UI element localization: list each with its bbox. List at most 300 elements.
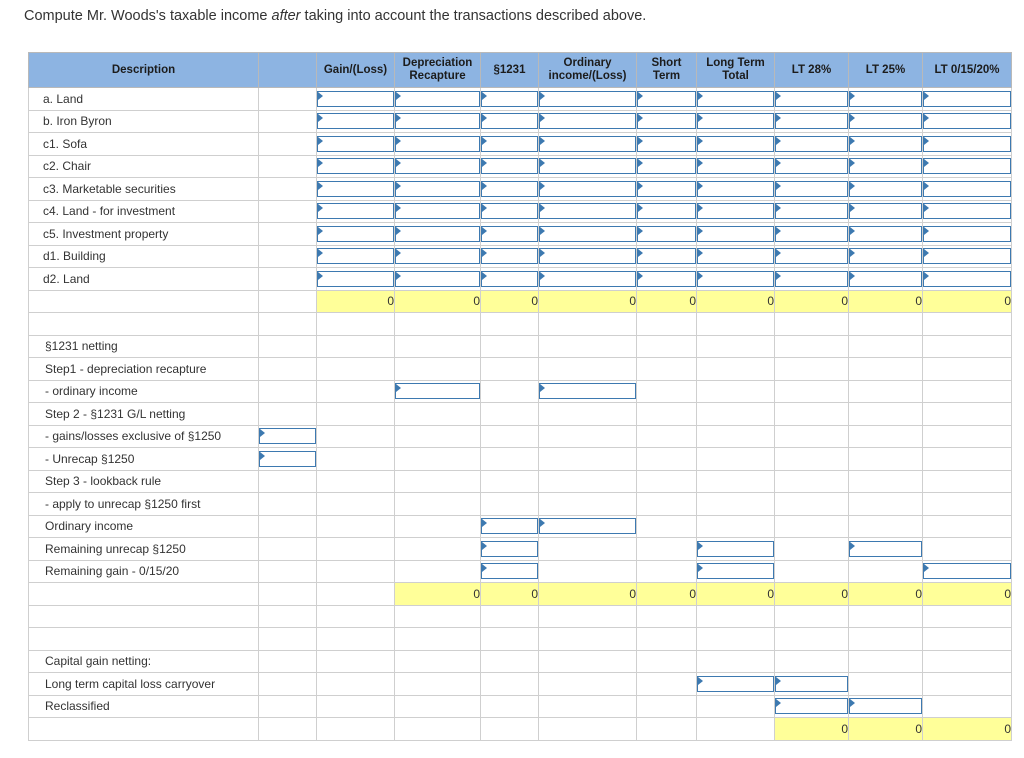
input-cell-lt25	[849, 200, 923, 223]
spacer-row	[29, 313, 1012, 336]
empty-cell-lt28	[775, 538, 849, 561]
value-input-gain-loss[interactable]	[317, 181, 394, 197]
input-cell-depreciation-recapture	[395, 200, 481, 223]
total-long-term-total: 0	[697, 583, 775, 606]
value-input-depreciation-recapture[interactable]	[395, 136, 480, 152]
step2-row	[29, 403, 1012, 426]
empty-cell-lt25	[849, 403, 923, 426]
input-cell-long-term-total	[697, 88, 775, 111]
totals-row-2	[29, 583, 1012, 606]
input-cell-depreciation-recapture	[395, 88, 481, 111]
empty-cell-lt25	[849, 380, 923, 403]
empty-cell-lt25	[849, 448, 923, 471]
value-input-ordinary-income[interactable]	[539, 158, 636, 174]
empty-cell-blank	[259, 380, 317, 403]
empty-cell-ordinary-income	[539, 358, 637, 381]
header-long-term-total: Long Term Total	[697, 53, 775, 88]
value-input-sec1231[interactable]	[481, 248, 538, 264]
totals-row-1	[29, 290, 1012, 313]
total-lt28: 0	[775, 718, 849, 741]
total-lt28: 0	[775, 583, 849, 606]
empty-cell-ordinary-income	[539, 448, 637, 471]
header-lt28: LT 28%	[775, 53, 849, 88]
value-input-lt28[interactable]	[775, 113, 848, 129]
input-cell-ordinary-income	[539, 245, 637, 268]
empty-cell-blank	[259, 493, 317, 516]
value-input-sec1231[interactable]	[481, 136, 538, 152]
value-input-lt28[interactable]	[775, 158, 848, 174]
total-long-term-total: 0	[697, 290, 775, 313]
value-input-sec1231[interactable]	[481, 181, 538, 197]
value-input-lt25[interactable]	[849, 248, 922, 264]
input-cell-lt28	[775, 155, 849, 178]
value-input-sec1231[interactable]	[481, 226, 538, 242]
empty-cell-lt28	[775, 448, 849, 471]
empty-cell-depreciation-recapture	[395, 605, 481, 628]
input-cell-short-term	[637, 223, 697, 246]
row-label: c2. Chair	[29, 155, 259, 178]
input-cell-lt28	[775, 245, 849, 268]
input-cell-ordinary-income	[539, 88, 637, 111]
empty-cell-long-term-total	[697, 335, 775, 358]
value-input-lt25[interactable]	[849, 698, 922, 714]
empty-cell-blank	[259, 200, 317, 223]
empty-cell-short-term	[637, 358, 697, 381]
input-cell-lt28	[775, 88, 849, 111]
transaction-row	[29, 110, 1012, 133]
header-blank	[259, 53, 317, 88]
input-cell-long-term-total	[697, 110, 775, 133]
ordinary-income-line-row	[29, 380, 1012, 403]
empty-cell-ordinary-income	[539, 470, 637, 493]
remaining-unrecap-row	[29, 538, 1012, 561]
row-label: Step 3 - lookback rule	[29, 470, 259, 493]
empty-cell-long-term-total	[697, 515, 775, 538]
row-label: Remaining unrecap §1250	[29, 538, 259, 561]
empty-cell-gain-loss	[317, 380, 395, 403]
value-input-ordinary-income[interactable]	[539, 383, 636, 399]
input-cell-lt28	[775, 200, 849, 223]
spacer-row	[29, 605, 1012, 628]
empty-cell-ordinary-income	[539, 313, 637, 336]
value-input-gain-loss[interactable]	[317, 113, 394, 129]
gains-losses-excl-row	[29, 425, 1012, 448]
value-input-gain-loss[interactable]	[317, 226, 394, 242]
total-ordinary-income: 0	[539, 583, 637, 606]
row-label: Long term capital loss carryover	[29, 673, 259, 696]
value-input-long-term-total[interactable]	[697, 181, 774, 197]
empty-cell-blank	[259, 605, 317, 628]
total-lt0-15-20: 0	[923, 290, 1012, 313]
input-cell-ordinary-income	[539, 155, 637, 178]
input-cell-lt28	[775, 110, 849, 133]
input-cell-long-term-total	[697, 560, 775, 583]
row-label	[29, 313, 259, 336]
input-cell-lt28	[775, 133, 849, 156]
input-cell-long-term-total	[697, 200, 775, 223]
input-cell-long-term-total	[697, 223, 775, 246]
input-cell-long-term-total	[697, 178, 775, 201]
value-input-depreciation-recapture[interactable]	[395, 91, 480, 107]
value-input-short-term[interactable]	[637, 91, 696, 107]
value-input-long-term-total[interactable]	[697, 91, 774, 107]
row-label: d1. Building	[29, 245, 259, 268]
value-input-sec1231[interactable]	[481, 113, 538, 129]
total-depreciation-recapture: 0	[395, 583, 481, 606]
value-input-short-term[interactable]	[637, 203, 696, 219]
row-label	[29, 605, 259, 628]
input-cell-blank	[259, 425, 317, 448]
value-input-short-term[interactable]	[637, 113, 696, 129]
capital-gain-netting-row	[29, 650, 1012, 673]
total-short-term: 0	[637, 290, 697, 313]
row-label: c1. Sofa	[29, 133, 259, 156]
empty-cell-lt0-15-20	[923, 650, 1012, 673]
empty-cell-blank	[259, 245, 317, 268]
empty-cell-sec1231	[481, 403, 539, 426]
value-input-ordinary-income[interactable]	[539, 518, 636, 534]
value-input-ordinary-income[interactable]	[539, 136, 636, 152]
value-input-depreciation-recapture[interactable]	[395, 158, 480, 174]
empty-cell-blank	[259, 515, 317, 538]
total-ordinary-income: 0	[539, 290, 637, 313]
question-emphasis: after	[271, 8, 301, 24]
empty-cell-lt28	[775, 313, 849, 336]
input-cell-lt0-15-20	[923, 223, 1012, 246]
worksheet-grid	[28, 52, 1012, 741]
value-input-ordinary-income[interactable]	[539, 113, 636, 129]
row-label: c4. Land - for investment	[29, 200, 259, 223]
value-input-lt28[interactable]	[775, 203, 848, 219]
value-input-lt25[interactable]	[849, 158, 922, 174]
empty-cell-lt25	[849, 628, 923, 651]
empty-cell-sec1231	[481, 335, 539, 358]
empty-cell-gain-loss	[317, 448, 395, 471]
value-input-sec1231[interactable]	[481, 271, 538, 287]
value-input-sec1231[interactable]	[481, 158, 538, 174]
value-input-long-term-total[interactable]	[697, 541, 774, 557]
value-input-ordinary-income[interactable]	[539, 203, 636, 219]
value-input-lt0-15-20[interactable]	[923, 248, 1011, 264]
value-input-gain-loss[interactable]	[317, 271, 394, 287]
empty-cell-blank	[259, 673, 317, 696]
empty-cell-blank	[259, 313, 317, 336]
input-cell-sec1231	[481, 538, 539, 561]
header-description: Description	[29, 53, 259, 88]
value-input-lt25[interactable]	[849, 113, 922, 129]
value-input-sec1231[interactable]	[481, 541, 538, 557]
header-lt25: LT 25%	[849, 53, 923, 88]
input-cell-depreciation-recapture	[395, 245, 481, 268]
empty-cell-short-term	[637, 673, 697, 696]
question-text-after: taking into account the transactions described above.	[300, 8, 647, 24]
value-input-ordinary-income[interactable]	[539, 91, 636, 107]
empty-cell-long-term-total	[697, 605, 775, 628]
empty-cell-depreciation-recapture	[395, 538, 481, 561]
value-input-lt0-15-20[interactable]	[923, 91, 1011, 107]
empty-cell-lt25	[849, 673, 923, 696]
input-cell-gain-loss	[317, 88, 395, 111]
input-cell-depreciation-recapture	[395, 380, 481, 403]
input-cell-ordinary-income	[539, 223, 637, 246]
empty-cell-gain-loss	[317, 425, 395, 448]
row-label: b. Iron Byron	[29, 110, 259, 133]
header-sec1231: §1231	[481, 53, 539, 88]
header-short-term: Short Term	[637, 53, 697, 88]
value-input-lt25[interactable]	[849, 271, 922, 287]
empty-cell-lt0-15-20	[923, 403, 1012, 426]
empty-cell-long-term-total	[697, 470, 775, 493]
empty-cell-lt0-15-20	[923, 538, 1012, 561]
empty-cell-ordinary-income	[539, 650, 637, 673]
value-input-depreciation-recapture[interactable]	[395, 203, 480, 219]
empty-cell-ordinary-income	[539, 403, 637, 426]
empty-cell-sec1231	[481, 313, 539, 336]
value-input-lt0-15-20[interactable]	[923, 271, 1011, 287]
value-input-long-term-total[interactable]	[697, 563, 774, 579]
empty-cell-lt28	[775, 470, 849, 493]
value-input-blank[interactable]	[259, 451, 316, 467]
apply-unrecap-row	[29, 493, 1012, 516]
value-input-ordinary-income[interactable]	[539, 181, 636, 197]
value-input-long-term-total[interactable]	[697, 248, 774, 264]
empty-cell-blank	[259, 718, 317, 741]
row-label: Remaining gain - 0/15/20	[29, 560, 259, 583]
empty-cell-short-term	[637, 718, 697, 741]
empty-cell-depreciation-recapture	[395, 335, 481, 358]
value-input-sec1231[interactable]	[481, 203, 538, 219]
value-input-lt0-15-20[interactable]	[923, 226, 1011, 242]
input-cell-long-term-total	[697, 538, 775, 561]
empty-cell-lt28	[775, 358, 849, 381]
empty-cell-gain-loss	[317, 560, 395, 583]
value-input-lt0-15-20[interactable]	[923, 181, 1011, 197]
value-input-lt25[interactable]	[849, 181, 922, 197]
input-cell-depreciation-recapture	[395, 110, 481, 133]
empty-cell-gain-loss	[317, 718, 395, 741]
value-input-lt0-15-20[interactable]	[923, 203, 1011, 219]
empty-cell-blank	[259, 88, 317, 111]
empty-cell-ordinary-income	[539, 493, 637, 516]
value-input-short-term[interactable]	[637, 271, 696, 287]
value-input-depreciation-recapture[interactable]	[395, 181, 480, 197]
empty-cell-long-term-total	[697, 358, 775, 381]
unrecap-row	[29, 448, 1012, 471]
empty-cell-lt28	[775, 403, 849, 426]
empty-cell-long-term-total	[697, 650, 775, 673]
input-cell-sec1231	[481, 268, 539, 291]
input-cell-sec1231	[481, 133, 539, 156]
value-input-lt25[interactable]	[849, 226, 922, 242]
value-input-blank[interactable]	[259, 428, 316, 444]
empty-cell-depreciation-recapture	[395, 560, 481, 583]
empty-cell-blank	[259, 223, 317, 246]
empty-cell-short-term	[637, 515, 697, 538]
empty-cell-lt28	[775, 560, 849, 583]
header-lt0-15-20: LT 0/15/20%	[923, 53, 1012, 88]
empty-cell-lt0-15-20	[923, 605, 1012, 628]
input-cell-lt25	[849, 155, 923, 178]
empty-cell-gain-loss	[317, 403, 395, 426]
value-input-lt28[interactable]	[775, 698, 848, 714]
value-input-long-term-total[interactable]	[697, 271, 774, 287]
input-cell-ordinary-income	[539, 110, 637, 133]
empty-cell-sec1231	[481, 650, 539, 673]
value-input-lt0-15-20[interactable]	[923, 136, 1011, 152]
empty-cell-lt25	[849, 470, 923, 493]
header-ordinary-income: Ordinary income/(Loss)	[539, 53, 637, 88]
input-cell-short-term	[637, 133, 697, 156]
value-input-long-term-total[interactable]	[697, 676, 774, 692]
input-cell-ordinary-income	[539, 178, 637, 201]
header-gain-loss: Gain/(Loss)	[317, 53, 395, 88]
value-input-short-term[interactable]	[637, 248, 696, 264]
value-input-lt0-15-20[interactable]	[923, 113, 1011, 129]
sec1231-netting-row	[29, 335, 1012, 358]
value-input-lt25[interactable]	[849, 541, 922, 557]
empty-cell-long-term-total	[697, 448, 775, 471]
step1-row	[29, 358, 1012, 381]
input-cell-short-term	[637, 268, 697, 291]
value-input-lt28[interactable]	[775, 248, 848, 264]
value-input-lt28[interactable]	[775, 181, 848, 197]
input-cell-ordinary-income	[539, 268, 637, 291]
empty-cell-blank	[259, 403, 317, 426]
empty-cell-sec1231	[481, 493, 539, 516]
value-input-short-term[interactable]	[637, 181, 696, 197]
value-input-lt25[interactable]	[849, 136, 922, 152]
empty-cell-ordinary-income	[539, 628, 637, 651]
total-depreciation-recapture: 0	[395, 290, 481, 313]
empty-cell-short-term	[637, 560, 697, 583]
empty-cell-gain-loss	[317, 538, 395, 561]
input-cell-long-term-total	[697, 155, 775, 178]
empty-cell-depreciation-recapture	[395, 673, 481, 696]
input-cell-ordinary-income	[539, 380, 637, 403]
empty-cell-lt28	[775, 650, 849, 673]
value-input-gain-loss[interactable]	[317, 203, 394, 219]
input-cell-lt28	[775, 695, 849, 718]
value-input-depreciation-recapture[interactable]	[395, 226, 480, 242]
value-input-lt28[interactable]	[775, 226, 848, 242]
value-input-gain-loss[interactable]	[317, 136, 394, 152]
value-input-short-term[interactable]	[637, 136, 696, 152]
value-input-depreciation-recapture[interactable]	[395, 248, 480, 264]
empty-cell-gain-loss	[317, 673, 395, 696]
empty-cell-gain-loss	[317, 605, 395, 628]
total-sec1231: 0	[481, 290, 539, 313]
input-cell-blank	[259, 448, 317, 471]
value-input-short-term[interactable]	[637, 158, 696, 174]
reclassified-row	[29, 695, 1012, 718]
value-input-depreciation-recapture[interactable]	[395, 271, 480, 287]
value-input-long-term-total[interactable]	[697, 158, 774, 174]
empty-cell-ordinary-income	[539, 425, 637, 448]
value-input-lt25[interactable]	[849, 91, 922, 107]
input-cell-sec1231	[481, 110, 539, 133]
value-input-ordinary-income[interactable]	[539, 271, 636, 287]
value-input-long-term-total[interactable]	[697, 113, 774, 129]
input-cell-lt0-15-20	[923, 88, 1012, 111]
value-input-lt28[interactable]	[775, 136, 848, 152]
value-input-long-term-total[interactable]	[697, 226, 774, 242]
empty-cell-lt0-15-20	[923, 448, 1012, 471]
empty-cell-depreciation-recapture	[395, 515, 481, 538]
empty-cell-depreciation-recapture	[395, 650, 481, 673]
empty-cell-short-term	[637, 425, 697, 448]
empty-cell-gain-loss	[317, 650, 395, 673]
empty-cell-short-term	[637, 470, 697, 493]
value-input-gain-loss[interactable]	[317, 158, 394, 174]
empty-cell-blank	[259, 628, 317, 651]
value-input-long-term-total[interactable]	[697, 203, 774, 219]
value-input-ordinary-income[interactable]	[539, 248, 636, 264]
empty-cell-gain-loss	[317, 358, 395, 381]
empty-cell-lt25	[849, 515, 923, 538]
empty-cell-lt28	[775, 628, 849, 651]
value-input-lt28[interactable]	[775, 271, 848, 287]
empty-cell-gain-loss	[317, 470, 395, 493]
row-label: Ordinary income	[29, 515, 259, 538]
input-cell-ordinary-income	[539, 200, 637, 223]
empty-cell-short-term	[637, 650, 697, 673]
value-input-gain-loss[interactable]	[317, 248, 394, 264]
value-input-sec1231[interactable]	[481, 91, 538, 107]
empty-cell-long-term-total	[697, 425, 775, 448]
empty-cell-lt25	[849, 493, 923, 516]
value-input-sec1231[interactable]	[481, 518, 538, 534]
input-cell-lt25	[849, 178, 923, 201]
value-input-depreciation-recapture[interactable]	[395, 113, 480, 129]
row-label: - ordinary income	[29, 380, 259, 403]
empty-cell-short-term	[637, 380, 697, 403]
empty-cell-gain-loss	[317, 515, 395, 538]
value-input-lt25[interactable]	[849, 203, 922, 219]
value-input-sec1231[interactable]	[481, 563, 538, 579]
input-cell-lt28	[775, 178, 849, 201]
value-input-short-term[interactable]	[637, 226, 696, 242]
value-input-depreciation-recapture[interactable]	[395, 383, 480, 399]
value-input-long-term-total[interactable]	[697, 136, 774, 152]
input-cell-short-term	[637, 88, 697, 111]
empty-cell-lt0-15-20	[923, 470, 1012, 493]
input-cell-lt0-15-20	[923, 178, 1012, 201]
empty-cell-sec1231	[481, 425, 539, 448]
empty-cell-blank	[259, 268, 317, 291]
row-label	[29, 628, 259, 651]
input-cell-depreciation-recapture	[395, 223, 481, 246]
row-label: d2. Land	[29, 268, 259, 291]
value-input-lt0-15-20[interactable]	[923, 158, 1011, 174]
value-input-lt28[interactable]	[775, 676, 848, 692]
empty-cell-ordinary-income	[539, 538, 637, 561]
empty-cell-sec1231	[481, 718, 539, 741]
empty-cell-lt28	[775, 335, 849, 358]
row-label	[29, 290, 259, 313]
empty-cell-blank	[259, 290, 317, 313]
value-input-lt0-15-20[interactable]	[923, 563, 1011, 579]
input-cell-sec1231	[481, 200, 539, 223]
input-cell-depreciation-recapture	[395, 178, 481, 201]
empty-cell-depreciation-recapture	[395, 448, 481, 471]
value-input-gain-loss[interactable]	[317, 91, 394, 107]
header-depreciation-recapture: Depreciation Recapture	[395, 53, 481, 88]
total-sec1231: 0	[481, 583, 539, 606]
value-input-lt28[interactable]	[775, 91, 848, 107]
total-short-term: 0	[637, 583, 697, 606]
transaction-row	[29, 200, 1012, 223]
value-input-ordinary-income[interactable]	[539, 226, 636, 242]
